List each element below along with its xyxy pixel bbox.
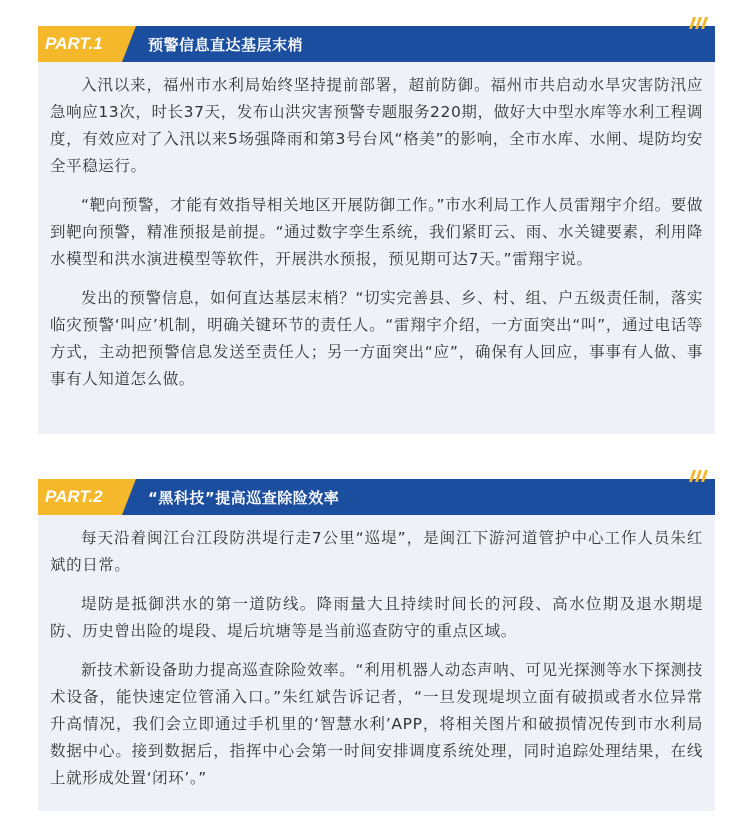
slash-stripes-icon — [685, 17, 709, 29]
slash-stripes-icon — [685, 470, 709, 482]
section-title: “黑科技”提高巡查除险效率 — [148, 488, 340, 507]
section-body — [38, 62, 715, 434]
section-part-2 — [38, 479, 715, 811]
paragraph: 堤防是抵御洪水的第一道防线。降雨量大且持续时间长的河段、高水位期及退水期堤防、历史曾出险的堤段、堤后坑塘等是当前巡查防守的重点区域。 — [50, 595, 703, 640]
part-tag: PART.1 — [38, 26, 122, 62]
section-body — [38, 515, 715, 811]
paragraph: 发出的预警信息，如何直达基层末梢？“切实完善县、乡、村、组、户五级责任制，落实临灾预警‘叫应’机制，明确关键环节的责任人。“雷翔宇介绍，一方面突出“叫”，通过电话等方式，主动把预警信息发送至责任人；另一方面突出“应”，确保有人回应，事事有人做、事事有人知道怎么做。 — [50, 289, 703, 388]
section-part-1 — [38, 26, 715, 434]
part-tag: PART.2 — [38, 479, 122, 515]
section-header — [38, 26, 715, 62]
paragraph: 入汛以来，福州市水利局始终坚持提前部署，超前防御。福州市共启动水旱灾害防汛应急响应13次，时长37天，发布山洪灾害预警专题服务220期，做好大中型水库等水利工程调度，有效应对了入汛以来5场强降雨和第3号台风“格美”的影响，全市水库、水闸、堤防均安全平稳运行。 — [50, 76, 703, 175]
paragraph: 每天沿着闽江台江段防洪堤行走7公里“巡堤”，是闽江下游河道管护中心工作人员朱红斌的日常。 — [50, 529, 703, 574]
section-header — [38, 479, 715, 515]
paragraph: “靶向预警，才能有效指导相关地区开展防御工作。”市水利局工作人员雷翔宇介绍。要做到靶向预警，精准预报是前提。“通过数字孪生系统，我们紧盯云、雨、水关键要素，利用降水模型和洪水演进模型等软件，开展洪水预报，预见期可达7天。”雷翔宇说。 — [50, 196, 703, 268]
section-title: 预警信息直达基层末梢 — [148, 35, 304, 54]
paragraph: 新技术新设备助力提高巡查除险效率。“利用机器人动态声呐、可见光探测等水下探测技术设备，能快速定位管涌入口。”朱红斌告诉记者，“一旦发现堤坝立面有破损或者水位异常升高情况，我们会立即通过手机里的‘智慧水利’APP，将相关图片和破损情况传到市水利局数据中心。接到数据后，指挥中心会第一时间安排调度系统处理，同时追踪处理结果，在线上就形成处置‘闭环’。” — [50, 661, 703, 787]
